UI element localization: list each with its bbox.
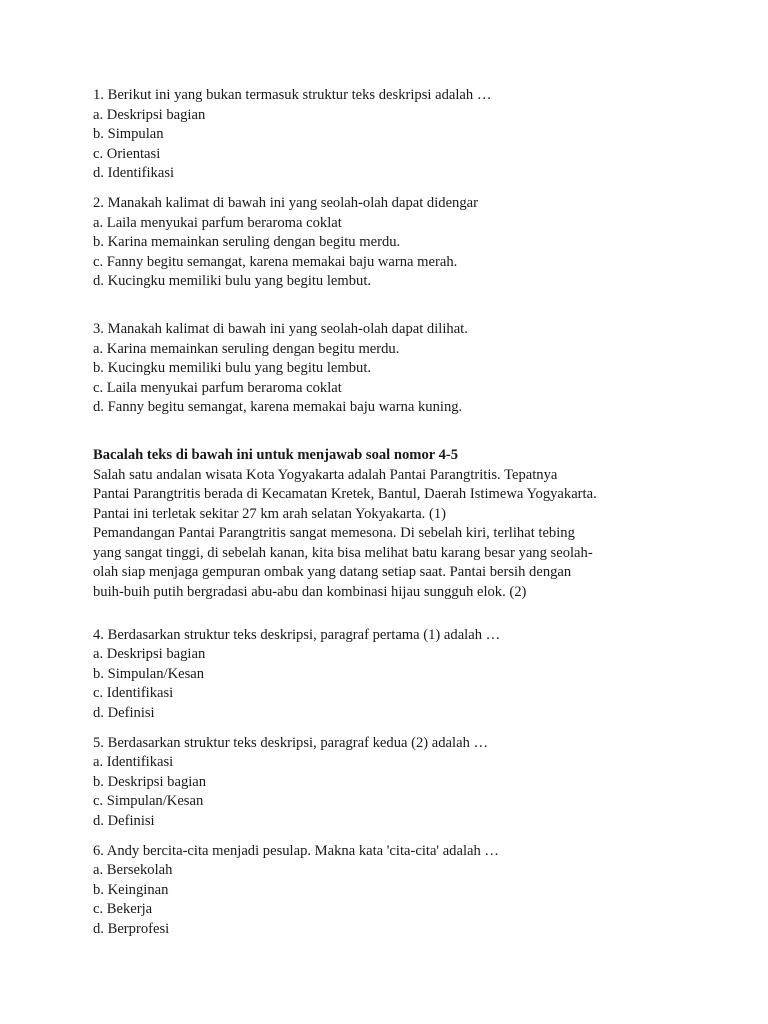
question-2-option-a: a. Laila menyukai parfum beraroma coklat bbox=[93, 214, 342, 231]
reading-paragraph-1 bbox=[93, 466, 683, 525]
paragraph-1-line: Pantai ini terletak sekitar 27 km arah selatan Yokyakarta. (1) bbox=[93, 505, 446, 522]
question-5-prompt: 5. Berdasarkan struktur teks deskripsi, paragraf kedua (2) adalah … bbox=[93, 734, 489, 751]
question-2 bbox=[93, 194, 683, 292]
paragraph-1-line: Pantai Parangtritis berada di Kecamatan Kretek, Bantul, Daerah Istimewa Yogyakarta. bbox=[93, 486, 597, 503]
question-1-option-b: b. Simpulan bbox=[93, 126, 164, 143]
question-1-option-a: a. Deskripsi bagian bbox=[93, 106, 206, 123]
reading-heading: Bacalah teks di bawah ini untuk menjawab soal nomor 4-5 bbox=[93, 446, 459, 463]
question-5-option-c: c. Simpulan/Kesan bbox=[93, 793, 204, 810]
paragraph-2-line: buih-buih putih bergradasi abu-abu dan kombinasi hijau sungguh elok. (2) bbox=[93, 584, 527, 601]
question-3-option-a: a. Karina memainkan seruling dengan begitu merdu. bbox=[93, 340, 400, 357]
question-6-option-c: c. Bekerja bbox=[93, 901, 153, 918]
question-3 bbox=[93, 320, 683, 418]
question-3-prompt: 3. Manakah kalimat di bawah ini yang seolah-olah dapat dilihat. bbox=[93, 320, 468, 337]
question-3-option-d: d. Fanny begitu semangat, karena memakai baju warna kuning. bbox=[93, 399, 463, 416]
question-6-option-b: b. Keinginan bbox=[93, 881, 169, 898]
question-6-prompt: 6. Andy bercita-cita menjadi pesulap. Makna kata 'cita-cita' adalah … bbox=[93, 842, 500, 859]
question-4 bbox=[93, 626, 683, 724]
paragraph-2-line: Pemandangan Pantai Parangtritis sangat memesona. Di sebelah kiri, terlihat tebing bbox=[93, 525, 575, 542]
question-4-prompt: 4. Berdasarkan struktur teks deskripsi, paragraf pertama (1) adalah … bbox=[93, 626, 501, 643]
question-2-option-c: c. Fanny begitu semangat, karena memakai baju warna merah. bbox=[93, 253, 458, 270]
question-1-option-c: c. Orientasi bbox=[93, 145, 161, 162]
question-6 bbox=[93, 842, 683, 940]
question-5-option-d: d. Definisi bbox=[93, 813, 155, 829]
question-2-option-b: b. Karina memainkan seruling dengan begitu merdu. bbox=[93, 234, 401, 251]
paragraph-1-line: Salah satu andalan wisata Kota Yogyakarta adalah Pantai Parangtritis. Tepatnya bbox=[93, 466, 558, 483]
question-6-option-d: d. Berprofesi bbox=[93, 920, 170, 937]
document-page bbox=[93, 86, 683, 940]
reading-passage bbox=[93, 446, 683, 603]
question-4-option-a: a. Deskripsi bagian bbox=[93, 646, 206, 663]
question-5-option-a: a. Identifikasi bbox=[93, 754, 174, 771]
question-4-option-d: d. Definisi bbox=[93, 705, 155, 722]
question-4-option-c: c. Identifikasi bbox=[93, 685, 174, 702]
question-1 bbox=[93, 86, 683, 184]
reading-paragraph-2 bbox=[93, 524, 683, 602]
question-5-option-b: b. Deskripsi bagian bbox=[93, 773, 207, 790]
question-1-option-d: d. Identifikasi bbox=[93, 165, 175, 182]
question-3-option-c: c. Laila menyukai parfum beraroma coklat bbox=[93, 379, 342, 396]
question-1-prompt: 1. Berikut ini yang bukan termasuk struktur teks deskripsi adalah … bbox=[93, 87, 492, 103]
question-4-option-b: b. Simpulan/Kesan bbox=[93, 665, 205, 682]
paragraph-2-line: yang sangat tinggi, di sebelah kanan, kita bisa melihat batu karang besar yang seolah- bbox=[93, 544, 593, 561]
question-3-option-b: b. Kucingku memiliki bulu yang begitu lembut. bbox=[93, 360, 372, 377]
question-2-option-d: d. Kucingku memiliki bulu yang begitu lembut. bbox=[93, 273, 372, 290]
question-5 bbox=[93, 734, 683, 832]
question-2-prompt: 2. Manakah kalimat di bawah ini yang seolah-olah dapat didengar bbox=[93, 194, 478, 211]
question-6-option-a: a. Bersekolah bbox=[93, 862, 173, 879]
paragraph-2-line: olah siap menjaga gempuran ombak yang datang setiap saat. Pantai bersih dengan bbox=[93, 564, 572, 581]
